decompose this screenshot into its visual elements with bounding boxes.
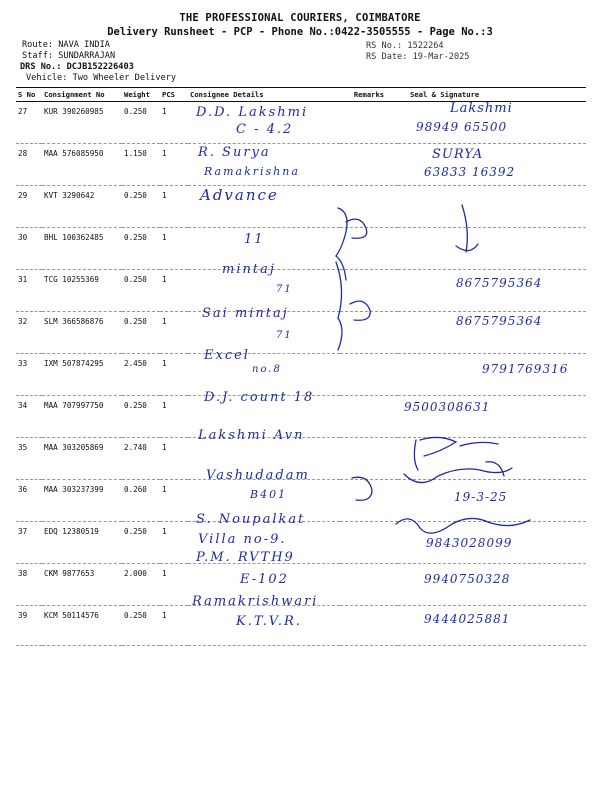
cell-consignment: SLM 366586876 bbox=[42, 312, 122, 354]
consignee-hw-33a: Excel bbox=[204, 348, 250, 363]
cell-sno: 34 bbox=[16, 396, 42, 438]
consignee-hw-31a: mintaj bbox=[222, 262, 276, 277]
signature-hw-33: 9791769316 bbox=[482, 362, 569, 376]
drs-number: DRS No.: DCJB152226403 bbox=[20, 62, 134, 72]
signature-hw-39: 9444025881 bbox=[424, 612, 511, 626]
cell-seal bbox=[398, 438, 586, 480]
signature-hw-31: 8675795364 bbox=[456, 276, 543, 290]
consignee-hw-39a: Ramakrishwari bbox=[192, 594, 319, 609]
cell-weight: 0.250 bbox=[122, 228, 160, 270]
cell-weight: 0.250 bbox=[122, 186, 160, 228]
consignee-hw-37b: Villa no-9. bbox=[198, 532, 287, 547]
route-label: Route: NAVA INDIA bbox=[22, 40, 110, 50]
cell-weight: 2.450 bbox=[122, 354, 160, 396]
signature-hw-38: 9940750328 bbox=[424, 572, 511, 586]
consignee-hw-39b: K.T.V.R. bbox=[236, 614, 302, 629]
rs-info bbox=[366, 41, 469, 63]
consignee-hw-27b: C - 4.2 bbox=[236, 122, 294, 137]
cell-pcs: 1 bbox=[160, 144, 188, 186]
cell-remarks bbox=[340, 228, 398, 270]
cell-sno: 32 bbox=[16, 312, 42, 354]
cell-weight: 2.740 bbox=[122, 438, 160, 480]
cell-sno: 29 bbox=[16, 186, 42, 228]
cell-weight: 2.000 bbox=[122, 564, 160, 606]
table-header-row bbox=[16, 88, 586, 102]
cell-weight: 0.250 bbox=[122, 312, 160, 354]
signature-hw-37: 9843028099 bbox=[426, 536, 513, 550]
consignee-hw-30: 11 bbox=[244, 232, 265, 247]
cell-weight: 0.250 bbox=[122, 270, 160, 312]
consignee-hw-38b: E-102 bbox=[240, 572, 289, 587]
col-remarks: Remarks bbox=[340, 88, 398, 102]
cell-pcs: 1 bbox=[160, 606, 188, 646]
col-seal: Seal & Signature bbox=[398, 88, 586, 102]
cell-remarks bbox=[340, 102, 398, 144]
rs-date: RS Date: 19-Mar-2025 bbox=[366, 52, 470, 62]
consignee-hw-32b: 71 bbox=[276, 330, 293, 341]
consignee-hw-28a: R. Surya bbox=[198, 145, 271, 160]
cell-consignment: MAA 303237399 bbox=[42, 480, 122, 522]
cell-sno: 39 bbox=[16, 606, 42, 646]
cell-remarks bbox=[340, 396, 398, 438]
cell-consignment: CKM 9877653 bbox=[42, 564, 122, 606]
cell-consignment: EDQ 12380519 bbox=[42, 522, 122, 564]
cell-pcs: 1 bbox=[160, 102, 188, 144]
cell-sno: 37 bbox=[16, 522, 42, 564]
cell-consignment: MAA 303205869 bbox=[42, 438, 122, 480]
cell-sno: 28 bbox=[16, 144, 42, 186]
cell-consignment: IXM 507874295 bbox=[42, 354, 122, 396]
cell-pcs: 1 bbox=[160, 312, 188, 354]
consignee-hw-37a: S. Noupalkat bbox=[196, 512, 306, 527]
consignee-hw-33b: no.8 bbox=[252, 364, 282, 375]
cell-pcs: 1 bbox=[160, 480, 188, 522]
cell-remarks bbox=[340, 438, 398, 480]
cell-remarks bbox=[340, 606, 398, 646]
signature-hw-28a: SURYA bbox=[432, 147, 484, 162]
col-weight: Weight bbox=[122, 88, 160, 102]
table-row bbox=[16, 186, 586, 228]
cell-pcs: 1 bbox=[160, 438, 188, 480]
cell-consignment: KUR 390260985 bbox=[42, 102, 122, 144]
cell-consignment: KVT 3290642 bbox=[42, 186, 122, 228]
cell-seal bbox=[398, 228, 586, 270]
cell-remarks bbox=[340, 522, 398, 564]
cell-pcs: 1 bbox=[160, 354, 188, 396]
consignee-hw-38a: P.M. RVTH9 bbox=[196, 550, 295, 565]
signature-hw-27a: Lakshmi bbox=[450, 101, 513, 116]
cell-remarks bbox=[340, 564, 398, 606]
signature-hw-32: 8675795364 bbox=[456, 314, 543, 328]
consignee-hw-34: D.J. count 18 bbox=[204, 390, 315, 405]
consignee-hw-31b: 71 bbox=[276, 284, 293, 295]
cell-consignment: MAA 707997750 bbox=[42, 396, 122, 438]
cell-sno: 35 bbox=[16, 438, 42, 480]
cell-weight: 0.250 bbox=[122, 102, 160, 144]
cell-pcs: 1 bbox=[160, 228, 188, 270]
cell-remarks bbox=[340, 270, 398, 312]
company-name: THE PROFESSIONAL COURIERS, COIMBATORE bbox=[179, 12, 421, 24]
signature-hw-36: 19-3-25 bbox=[454, 490, 508, 504]
cell-sno: 31 bbox=[16, 270, 42, 312]
staff-label: Staff: SUNDARRAJAN bbox=[22, 51, 116, 61]
cell-pcs: 1 bbox=[160, 186, 188, 228]
signature-hw-34: 9500308631 bbox=[404, 400, 491, 414]
consignee-hw-35: Lakshmi Avn bbox=[198, 428, 305, 443]
cell-pcs: 1 bbox=[160, 522, 188, 564]
cell-weight: 0.250 bbox=[122, 522, 160, 564]
cell-remarks bbox=[340, 480, 398, 522]
cell-weight: 0.260 bbox=[122, 480, 160, 522]
cell-pcs: 1 bbox=[160, 564, 188, 606]
cell-consignment: KCM 50114576 bbox=[42, 606, 122, 646]
cell-remarks bbox=[340, 354, 398, 396]
cell-pcs: 1 bbox=[160, 396, 188, 438]
consignee-hw-32a: Sai mintaj bbox=[202, 306, 289, 321]
cell-consignment: TCG 10255369 bbox=[42, 270, 122, 312]
cell-remarks bbox=[340, 312, 398, 354]
cell-weight: 0.250 bbox=[122, 396, 160, 438]
cell-sno: 33 bbox=[16, 354, 42, 396]
consignee-hw-28b: Ramakrishna bbox=[204, 165, 300, 178]
cell-remarks bbox=[340, 144, 398, 186]
cell-remarks bbox=[340, 186, 398, 228]
signature-hw-27b: 98949 65500 bbox=[416, 120, 508, 134]
col-consignment: Consignment No bbox=[42, 88, 122, 102]
cell-weight: 1.150 bbox=[122, 144, 160, 186]
consignee-hw-29: Advance bbox=[200, 186, 279, 204]
cell-pcs: 1 bbox=[160, 270, 188, 312]
cell-consignment: MAA 576085950 bbox=[42, 144, 122, 186]
cell-consignment: BHL 100362485 bbox=[42, 228, 122, 270]
cell-seal bbox=[398, 186, 586, 228]
cell-weight: 0.250 bbox=[122, 606, 160, 646]
vehicle-label: Vehicle: Two Wheeler Delivery bbox=[26, 73, 177, 83]
rs-number: RS No.: 1522264 bbox=[366, 41, 444, 51]
signature-hw-28b: 63833 16392 bbox=[424, 165, 516, 179]
consignee-hw-36b: B401 bbox=[250, 488, 288, 501]
consignee-hw-36a: Vashudadam bbox=[206, 468, 310, 483]
table-row bbox=[16, 228, 586, 270]
consignee-hw-27a: D.D. Lakshmi bbox=[196, 105, 309, 120]
col-sno: S No bbox=[16, 88, 42, 102]
cell-sno: 36 bbox=[16, 480, 42, 522]
col-pcs: PCS bbox=[160, 88, 188, 102]
cell-sno: 30 bbox=[16, 228, 42, 270]
runsheet-title: Delivery Runsheet - PCP - Phone No.:0422-3505555 - Page No.:3 bbox=[107, 26, 493, 38]
cell-sno: 27 bbox=[16, 102, 42, 144]
col-consignee: Consignee Details bbox=[188, 88, 340, 102]
cell-sno: 38 bbox=[16, 564, 42, 606]
